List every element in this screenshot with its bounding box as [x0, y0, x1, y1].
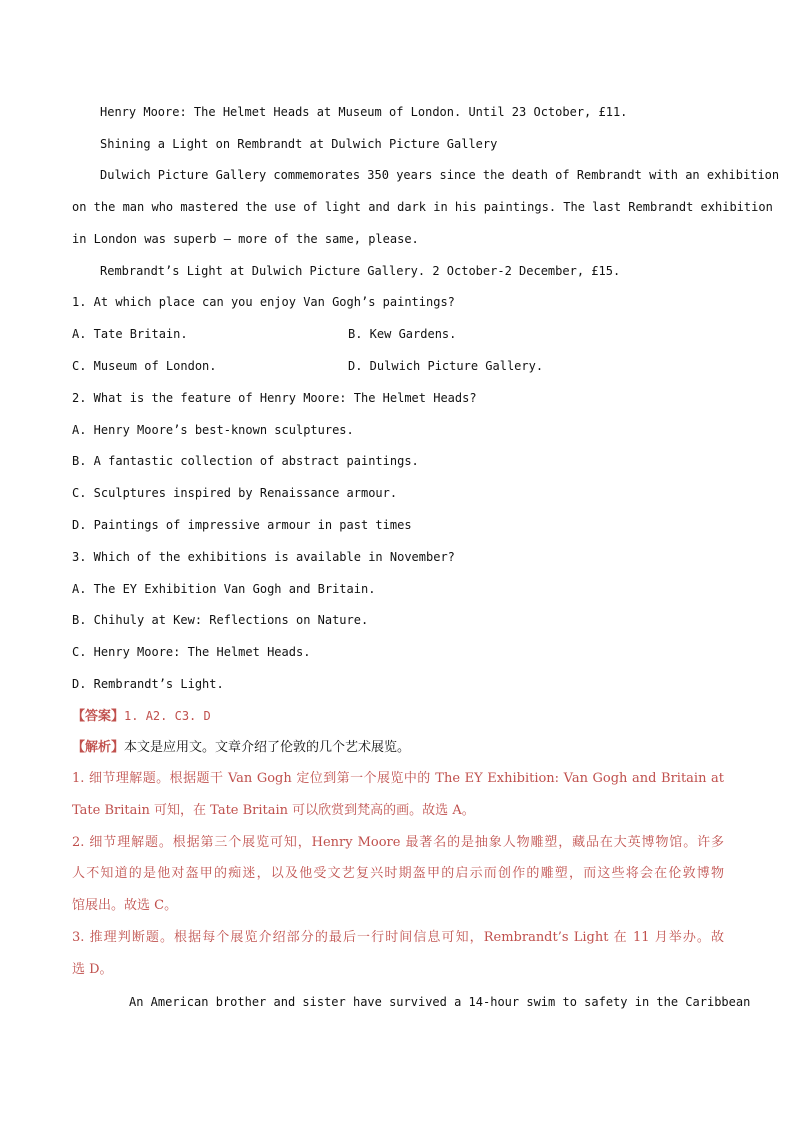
question-3-stem: 3. Which of the exhibitions is available in November?: [72, 550, 455, 564]
question-1-options-row-1: [72, 326, 724, 342]
question-2-option-a: A. Henry Moore’s best-known sculptures.: [72, 423, 354, 437]
analysis-item-3-line-2: 选 D。: [72, 962, 113, 977]
next-passage-first-line: An American brother and sister have survived a 14-hour swim to safety in the Caribbean: [129, 995, 751, 1009]
analysis-intro: 本文是应用文。文章介绍了伦敦的几个艺术展览。: [124, 740, 411, 755]
question-3-option-a: A. The EY Exhibition Van Gogh and Britain.: [72, 582, 376, 596]
question-2-option-c: C. Sculptures inspired by Renaissance armour.: [72, 486, 398, 500]
question-3-option-b: B. Chihuly at Kew: Reflections on Nature.: [72, 613, 369, 627]
dulwich-paragraph-line-3: in London was superb — more of the same, please.: [72, 232, 419, 246]
question-2-option-b: B. A fantastic collection of abstract paintings.: [72, 454, 419, 468]
moore-exhibition-line: Henry Moore: The Helmet Heads at Museum of London. Until 23 October, £11.: [100, 105, 628, 119]
analysis-item-2-line-3: 馆展出。故选 C。: [72, 898, 178, 913]
question-1-option-a: A. Tate Britain.: [72, 327, 188, 341]
analysis-item-2-line-1: 2. 细节理解题。根据第三个展览可知，Henry Moore 最著名的是抽象人物雕塑，藏品在大英博物馆。许多: [72, 835, 724, 850]
analysis-item-2-line-2: 人不知道的是他对盔甲的痴迷，以及他受文艺复兴时期盔甲的启示而创作的雕塑，而这些将会在伦敦博物: [72, 866, 724, 881]
answer-line: [72, 708, 724, 725]
question-3-option-d: D. Rembrandt’s Light.: [72, 677, 224, 691]
analysis-item-1-line-2: Tate Britain 可知，在 Tate Britain 可以欣赏到梵高的画。故选 A。: [72, 803, 475, 818]
question-2-stem: 2. What is the feature of Henry Moore: The Helmet Heads?: [72, 391, 477, 405]
analysis-item-3-line-1: 3. 推理判断题。根据每个展览介绍部分的最后一行时间信息可知，Rembrandt’s Light 在 11 月举办。故: [72, 930, 724, 945]
question-1-stem: 1. At which place can you enjoy Van Gogh’s paintings?: [72, 295, 455, 309]
question-2-option-d: D. Paintings of impressive armour in past times: [72, 518, 412, 532]
dulwich-paragraph-line-1: Dulwich Picture Gallery commemorates 350 years since the death of Rembrandt with an exhibition: [100, 168, 780, 182]
rembrandt-exhibition-line: Rembrandt’s Light at Dulwich Picture Gallery. 2 October-2 December, £15.: [100, 264, 621, 278]
analysis-header-line: [72, 739, 724, 756]
answer-text: 1. A2. C3. D: [124, 709, 211, 723]
question-1-option-c: C. Museum of London.: [72, 359, 217, 373]
question-3-option-c: C. Henry Moore: The Helmet Heads.: [72, 645, 311, 659]
analysis-item-1-line-1: 1. 细节理解题。根据题干 Van Gogh 定位到第一个展览中的 The EY Exhibition: Van Gogh and Britain at: [72, 771, 724, 786]
question-1-option-b: B. Kew Gardens.: [348, 327, 457, 341]
question-1-option-d: D. Dulwich Picture Gallery.: [348, 359, 544, 373]
analysis-label: 【解析】: [72, 740, 125, 755]
dulwich-paragraph-line-2: on the man who mastered the use of light and dark in his paintings. The last Rembrandt exhibition: [72, 200, 773, 214]
question-1-options-row-2: [72, 358, 724, 374]
rembrandt-heading: Shining a Light on Rembrandt at Dulwich Picture Gallery: [100, 137, 498, 151]
answer-label: 【答案】: [72, 709, 125, 724]
